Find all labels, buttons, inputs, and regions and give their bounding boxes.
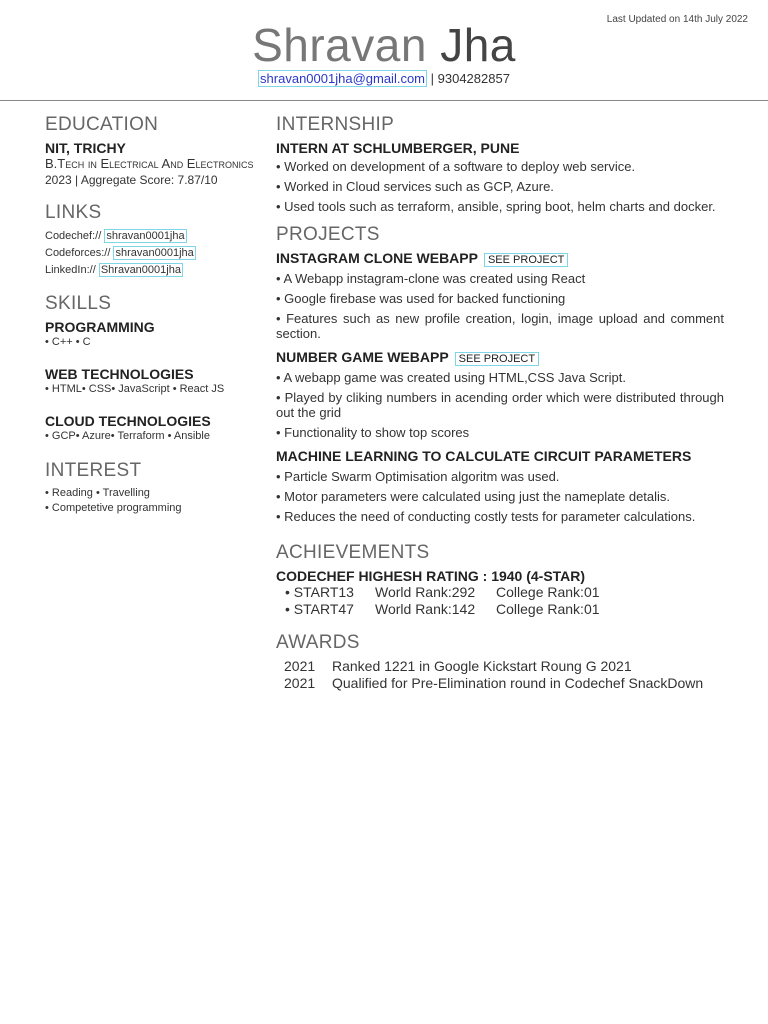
skill-group-title: CLOUD TECHNOLOGIES: [45, 413, 211, 429]
project-bullet: • A webapp game was created using HTML,CSS Java Script.: [276, 370, 626, 385]
internship-bullet: • Used tools such as terraform, ansible, spring boot, helm charts and docker.: [276, 199, 716, 214]
candidate-name: [0, 18, 768, 72]
interest-item: • Competetive programming: [45, 502, 182, 514]
project-title: INSTAGRAM CLONE WEBAPP: [276, 250, 478, 266]
school-name: NIT, TRICHY: [45, 140, 126, 156]
award-row: [276, 675, 724, 692]
skill-group-items: • GCP• Azure• Terraform • Ansible: [45, 430, 210, 442]
achievement-headline: CODECHEF HIGHESH RATING : 1940 (4-STAR): [276, 568, 586, 584]
achievement-row: [276, 584, 724, 601]
award-year: 2021: [284, 675, 316, 691]
project-bullet: • Features such as new profile creation, login, image upload and comment section.: [276, 311, 724, 341]
codeforces-link[interactable]: shravan0001jha: [115, 247, 194, 259]
link-row: [45, 245, 260, 262]
award-text: Qualified for Pre-Elimination round in Codechef SnackDown: [332, 675, 704, 691]
skill-group-title: PROGRAMMING: [45, 319, 155, 335]
last-updated: Last Updated on 14th July 2022: [606, 14, 748, 25]
see-project-button[interactable]: SEE PROJECT: [484, 253, 568, 267]
left-column: [45, 114, 260, 516]
project-bullet: • Motor parameters were calculated using just the nameplate detalis.: [276, 489, 671, 504]
projects-heading: PROJECTS: [276, 224, 380, 245]
project-bullet: • Reduces the need of conducting costly tests for parameter calculations.: [276, 509, 696, 524]
first-name: Shravan: [252, 19, 427, 71]
project-bullet: • Google firebase was used for backed functioning: [276, 291, 566, 306]
codechef-link[interactable]: shravan0001jha: [106, 230, 185, 242]
internship-heading: INTERNSHIP: [276, 114, 395, 135]
interest-heading: INTEREST: [45, 460, 142, 481]
contact-line: [0, 71, 768, 86]
link-row: [45, 228, 260, 245]
contest-name: • START13: [285, 584, 354, 600]
skill-group-title: WEB TECHNOLOGIES: [45, 366, 194, 382]
degree: B.Tech in Electrical And Electronics: [45, 156, 254, 171]
internship-role: INTERN AT SCHLUMBERGER, PUNE: [276, 140, 520, 156]
education-score: 2023 | Aggregate Score: 7.87/10: [45, 173, 218, 187]
award-row: [276, 658, 724, 675]
link-label: Codechef://: [45, 230, 102, 242]
contest-name: • START47: [285, 601, 354, 617]
internship-bullet: • Worked on development of a software to deploy web service.: [276, 159, 636, 174]
see-project-button[interactable]: SEE PROJECT: [455, 352, 539, 366]
achievement-row: [276, 601, 724, 618]
project-bullet: • A Webapp instagram-clone was created using React: [276, 271, 586, 286]
award-year: 2021: [284, 658, 316, 674]
project-bullet: • Played by cliking numbers in acending order which were distributed through out the grid: [276, 390, 724, 420]
right-column: [276, 114, 724, 692]
skill-group-items: • C++ • C: [45, 336, 91, 348]
project-item: [276, 448, 724, 466]
skills-heading: SKILLS: [45, 293, 112, 314]
achievements-heading: ACHIEVEMENTS: [276, 542, 430, 563]
last-name: Jha: [440, 19, 516, 71]
linkedin-link[interactable]: Shravan0001jha: [100, 264, 181, 276]
email-link[interactable]: shravan0001jha@gmail.com: [260, 71, 425, 86]
education-heading: EDUCATION: [45, 114, 159, 135]
project-title: MACHINE LEARNING TO CALCULATE CIRCUIT PARAMETERS: [276, 448, 692, 464]
links-heading: LINKS: [45, 202, 102, 223]
internship-bullet: • Worked in Cloud services such as GCP, Azure.: [276, 179, 554, 194]
college-rank: College Rank:01: [496, 584, 600, 600]
link-label: LinkedIn://: [45, 264, 96, 276]
project-item: [276, 250, 724, 268]
project-bullet: • Particle Swarm Optimisation algoritm was used.: [276, 469, 560, 484]
phone-number: 9304282857: [437, 71, 510, 86]
header-divider: [0, 100, 768, 101]
world-rank: World Rank:292: [375, 584, 476, 600]
world-rank: World Rank:142: [375, 601, 476, 617]
skill-group-items: • HTML• CSS• JavaScript • React JS: [45, 383, 225, 395]
project-item: [276, 349, 724, 367]
project-bullet: • Functionality to show top scores: [276, 425, 470, 440]
award-text: Ranked 1221 in Google Kickstart Roung G 2021: [332, 658, 632, 674]
awards-heading: AWARDS: [276, 632, 360, 653]
interest-item: • Reading • Travelling: [45, 487, 150, 499]
project-title: NUMBER GAME WEBAPP: [276, 349, 449, 365]
link-label: Codeforces://: [45, 247, 111, 259]
college-rank: College Rank:01: [496, 601, 600, 617]
link-row: [45, 262, 260, 279]
contact-separator: |: [430, 71, 435, 86]
